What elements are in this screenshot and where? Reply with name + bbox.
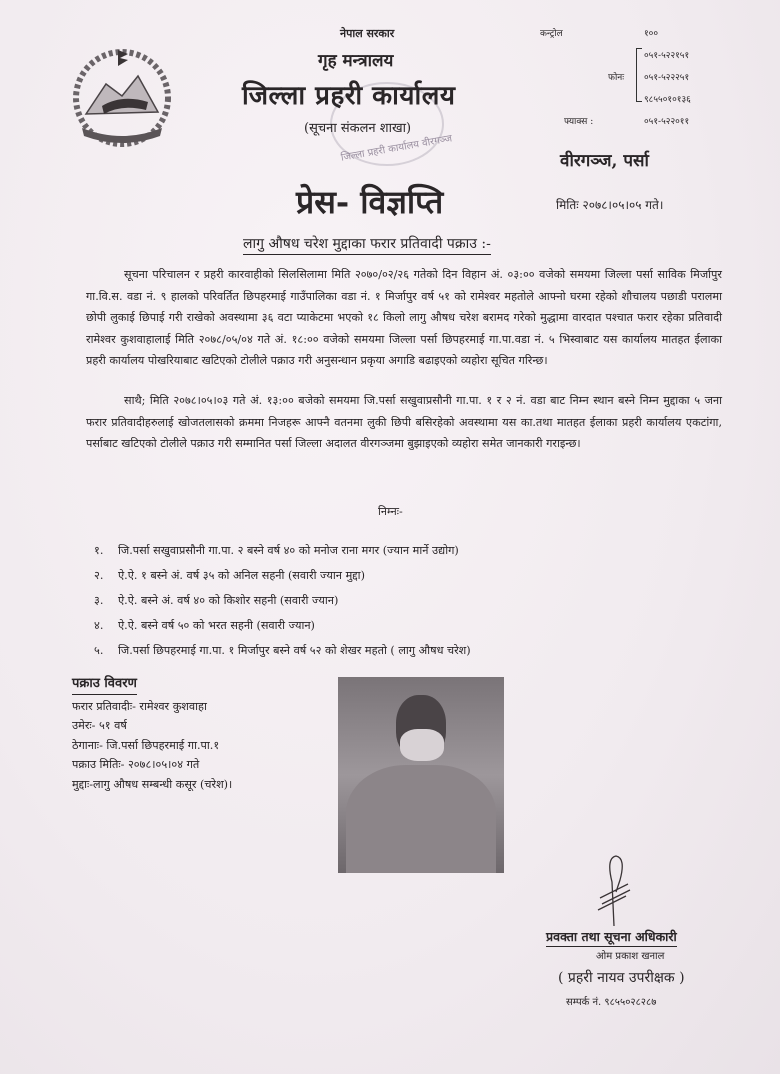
photo-body (346, 765, 496, 873)
nepal-emblem-icon (66, 44, 178, 152)
list-item (94, 563, 471, 588)
list-item (94, 588, 471, 613)
detail-arrest-date: पक्राउ मितिः- २०७८।०५।०४ गते (72, 758, 200, 771)
suspect-photo (338, 677, 504, 873)
subject-heading: लागु औषध चरेश मुद्दाका फरार प्रतिवादी पक्राउ :- (243, 234, 491, 255)
ministry-name: गृह मन्त्रालय (318, 51, 394, 71)
list-item (94, 538, 471, 563)
list-item (94, 638, 471, 663)
detail-address: ठेगानाः- जि.पर्सा छिपहरमाई गा.पा.१ (72, 738, 220, 752)
list-item-number: २. (94, 569, 104, 582)
signatory-rank: ( प्रहरी नायव उपरीक्षक ) (558, 970, 685, 986)
page-title: प्रेस- विज्ञप्ति (296, 183, 444, 221)
list-item-text: ऐ.ऐ. बस्ने वर्ष ५० को भरत सहनी (सवारी ज्यान) (118, 619, 315, 632)
arrest-details-heading: पक्राउ विवरण (72, 674, 137, 695)
phone-3: ९८५५०१०१३६ (644, 95, 691, 105)
signatory-contact: सम्पर्क नं. ९८५५०२८२८७ (566, 997, 657, 1008)
paragraph-2 (86, 390, 722, 455)
fax-value: ०५१-५२२०११ (644, 117, 690, 127)
list-item-number: ४. (94, 619, 104, 632)
signature-icon (592, 852, 642, 932)
list-item-text: जि.पर्सा सखुवाप्रसौनी गा.पा. २ बस्ने वर्ष ४० को मनोज राना मगर (ज्यान मार्ने उद्योग) (118, 544, 459, 557)
detail-age: उमेरः- ५१ वर्ष (72, 719, 127, 732)
arrest-details (72, 674, 232, 794)
phone-bracket (636, 48, 642, 102)
list-item-text: ऐ.ऐ. १ बस्ने अं. वर्ष ३५ को अनिल सहनी (सवारी ज्यान मुद्दा) (118, 569, 365, 582)
paragraph-2-text: साथै; मिति २०७८।०५।०३ गते अं. १३:०० बजेको समयमा जि.पर्सा सखुवाप्रसौनी गा.पा. १ र २ नं. वडा बाट निम्न स्थान बस्ने निम्न मुद्दाका ५ जना फरार प्रतिवादीहरुलाई खोजतलासको क्रममा निजहरू आफ्नै वतनमा लुकी छिपी बसिरहेको अवस्थामा यस का.तथा मातहत ईलाका प्रहरी कार्यालय एकटांगा, पर्साबाट खटिएको टोलीले पक्राउ गरी सम्मानित पर्सा जिल्ला अदालत वीरगञ्जमा बुझाइएको व्यहोरा समेत जानकारी गराइन्छ। (86, 394, 722, 451)
list-item-text: ऐ.ऐ. बस्ने अं. वर्ष ४० को किशोर सहनी (सवारी ज्यान) (118, 594, 339, 607)
list-item-number: १. (94, 544, 104, 557)
location: वीरगञ्ज, पर्सा (560, 151, 649, 171)
list-item (94, 613, 471, 638)
branch-name: (सूचना संकलन शाखा) (304, 121, 412, 136)
paragraph-1-text: सूचना परिचालन र प्रहरी कारवाहीको सिलसिलामा मिति २०७०/०२/२६ गतेको दिन विहान अं. ०३:०० वजेको समयमा जिल्ला पर्सा साविक मिर्जापुर गा.वि.स. वडा नं. ९ हालको परिवर्तित छिपहरमाई गाउँपालिका वडा नं. १ मिर्जापुर वर्ष ५१ को रामेश्वर महतोले आफ्नो घरमा रहेको शौचालय पछाडी परालमा छोपी लुकाई छिपाई गरी राखेको अवस्थामा ३६ वटा प्याकेटमा भएको १८ किलो लागु औषध चरेश बरामद गरेको मुद्धामा वारदात पश्चात फरार रहेका प्रतिवादी रामेश्वर कुशवाहालाई मिति २०७८/०५/०४ गते अं. १८:०० वजेको समयमा जिल्ला पर्सा छिपहरमाई गा.पा.वडा नं. ५ भिस्वाबाट यस कार्यालय मातहत ईलाका प्रहरी कार्यालय पोखरियाबाट खटिएको टोलीले पक्राउ गरी अनुसन्धान प्रकृया अगाडि बढाइएको व्यहोरा सूचित गरिन्छ। (86, 268, 722, 368)
fax-label: फ्याक्स : (564, 117, 594, 127)
government-name: नेपाल सरकार (340, 27, 395, 40)
list-heading: निम्नः- (378, 505, 403, 518)
signatory-title: प्रवक्ता तथा सूचना अधिकारी (546, 928, 677, 947)
signatory-name: ओम प्रकाश खनाल (596, 951, 665, 962)
arrested-list (94, 538, 471, 663)
office-name: जिल्ला प्रहरी कार्यालय (242, 81, 456, 111)
phone-2: ०५१-५२२२५१ (644, 73, 690, 83)
list-item-text: जि.पर्सा छिपहरमाई गा.पा. १ मिर्जापुर बस्ने वर्ष ५२ को शेखर महतो ( लागु औषध चरेश) (118, 644, 471, 657)
phone-label: फोनः (608, 73, 625, 83)
issue-date: मितिः २०७८।०५।०५ गते। (556, 198, 664, 212)
control-label: कन्ट्रोल (540, 29, 563, 39)
phone-1: ०५१-५२२१५१ (644, 51, 690, 61)
photo-face-mask (400, 729, 444, 761)
paragraph-1 (86, 264, 722, 372)
detail-case: मुद्दाः-लागु औषध सम्बन्धी कसूर (चरेश)। (72, 777, 233, 791)
detail-accused: फरार प्रतिवादीः- रामेश्वर कुशवाहा (72, 699, 207, 713)
control-value: १०० (644, 29, 659, 39)
stamp-text: जिल्ला प्रहरी कार्यालय वीरगञ्ज (340, 133, 454, 164)
list-item-number: ५. (94, 644, 104, 657)
list-item-number: ३. (94, 594, 104, 607)
